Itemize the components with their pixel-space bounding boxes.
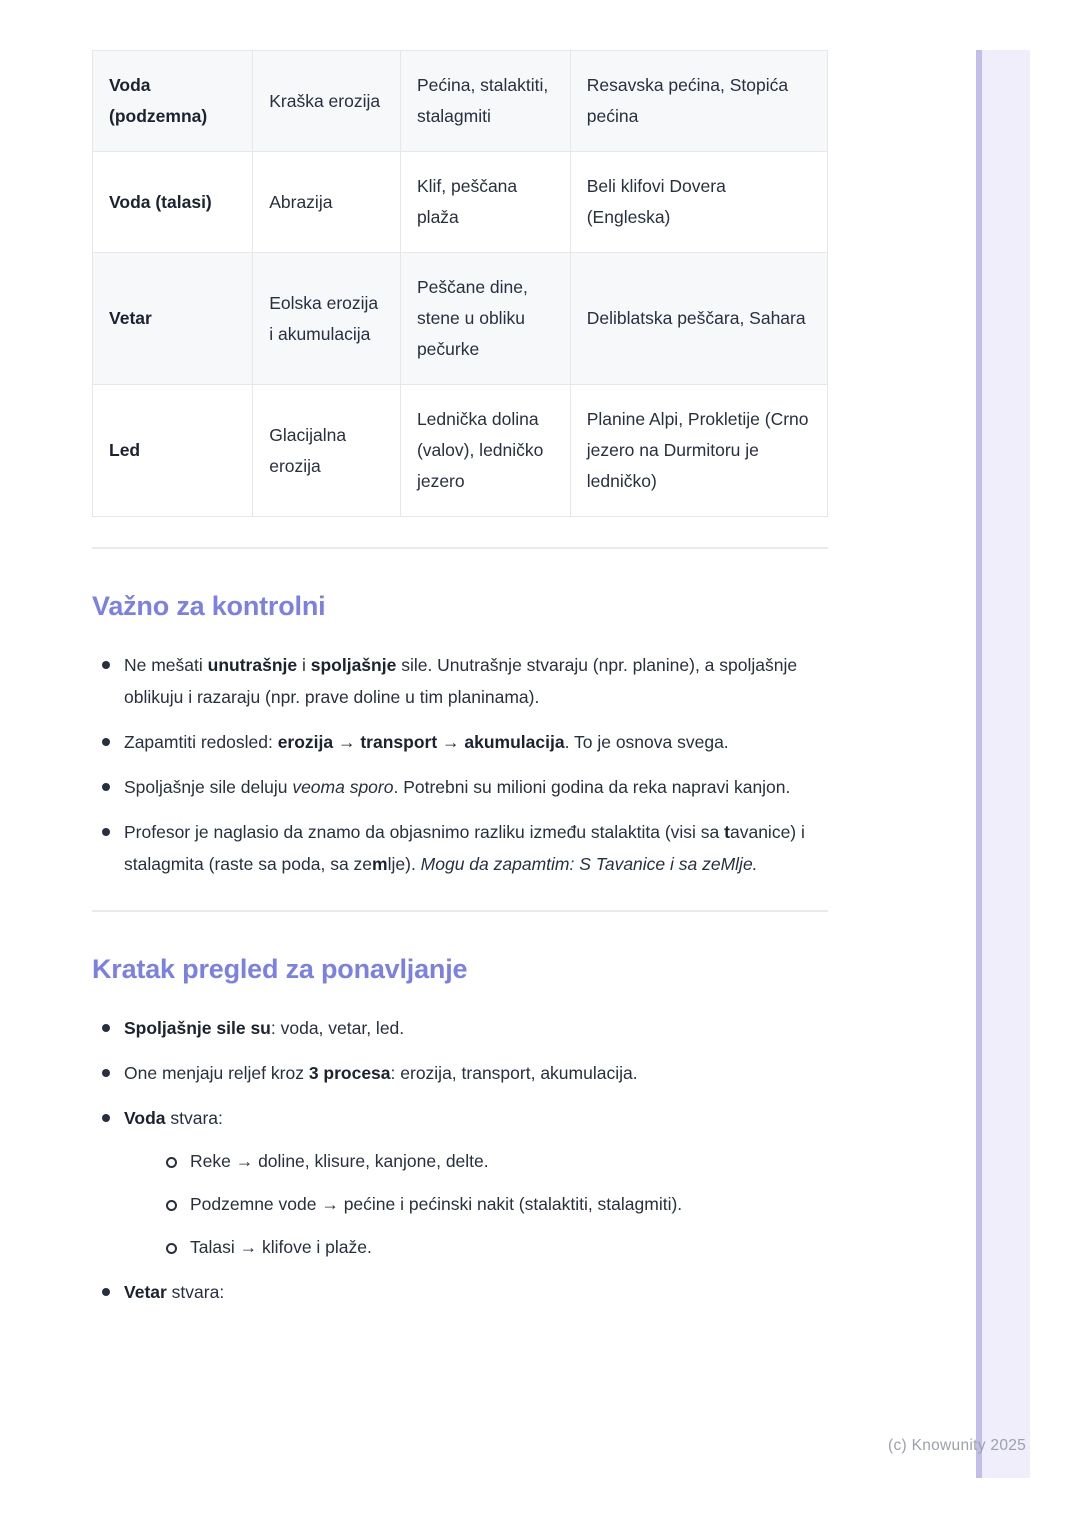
table-cell: Pećina, stalaktiti, stalagmiti — [400, 51, 570, 152]
text-run: Zapamtiti redosled: — [124, 732, 278, 752]
bullet-marker-icon — [102, 783, 110, 791]
text-run: Profesor je naglasio da znamo da objasnimo razliku između stalaktita (visi sa — [124, 822, 725, 842]
text-run: Ne mešati — [124, 655, 208, 675]
text-run: . To je osnova svega. — [564, 732, 729, 752]
scrollbar-track[interactable] — [982, 50, 1030, 1478]
text-run: Talasi → klifove i plaže. — [190, 1237, 372, 1257]
text-run: Mogu da zapamtim: S Tavanice i sa zeMlje. — [420, 854, 758, 874]
text-run: Vetar — [124, 1282, 167, 1302]
section-title-kratak: Kratak pregled za ponavljanje — [92, 954, 468, 984]
table-cell: Deliblatska peščara, Sahara — [570, 253, 827, 385]
bullet-marker-icon — [166, 1243, 177, 1254]
bullet-marker-icon — [102, 738, 110, 746]
section-title-vazno: Važno za kontrolni — [92, 591, 326, 621]
text-run: avanice) i stalagmita (raste sa poda, sa ze — [124, 822, 805, 874]
sub-bullet-item — [158, 1145, 828, 1177]
table-row — [93, 51, 828, 152]
table-cell: Voda (talasi) — [93, 152, 253, 253]
text-run: : voda, vetar, led. — [270, 1018, 405, 1038]
table-cell: Planine Alpi, Prokletije (Crno jezero na Durmitoru je ledničko) — [570, 385, 827, 517]
text-run: veoma sporo — [292, 777, 394, 797]
bullet-item — [92, 1102, 828, 1263]
bullet-item — [92, 771, 828, 803]
text-run: t — [724, 822, 730, 842]
table-cell: Eolska erozija i akumulacija — [253, 253, 401, 385]
table-cell: Resavska pećina, Stopića pećina — [570, 51, 827, 152]
text-run: . Potrebni su milioni godina da reka napravi kanjon. — [393, 777, 791, 797]
text-run: i — [297, 655, 311, 675]
scrollbar-thumb[interactable] — [976, 50, 982, 1478]
bullet-item — [92, 649, 828, 713]
text-run: spoljašnje — [310, 655, 397, 675]
text-run: One menjaju reljef kroz — [124, 1063, 309, 1083]
text-run: Podzemne vode → pećine i pećinski nakit (stalaktiti, stalagmiti). — [190, 1194, 683, 1214]
text-run: unutrašnje — [207, 655, 298, 675]
table-row — [93, 152, 828, 253]
text-run: stvara: — [166, 1282, 225, 1302]
table-cell: Abrazija — [253, 152, 401, 253]
text-run: Reke → doline, klisure, kanjone, delte. — [190, 1151, 489, 1171]
table-row — [93, 253, 828, 385]
bullet-marker-icon — [102, 1069, 110, 1077]
section-divider — [92, 910, 828, 912]
text-run: erozija → transport → akumulacija — [277, 732, 565, 752]
text-run: Spoljašnje sile deluju — [124, 777, 293, 797]
sub-bullet-item — [158, 1188, 828, 1220]
footer-copyright: (c) Knowunity 2025 — [888, 1437, 1027, 1454]
bullet-item — [92, 1012, 828, 1044]
text-run: : erozija, transport, akumulacija. — [390, 1063, 638, 1083]
table-cell: Vetar — [93, 253, 253, 385]
landforms-table — [92, 50, 828, 517]
table-cell: Led — [93, 385, 253, 517]
bullet-item — [92, 816, 828, 880]
landforms-table-body — [93, 51, 828, 517]
text-run: m — [372, 854, 388, 874]
bullet-marker-icon — [102, 828, 110, 836]
table-cell: Peščane dine, stene u obliku pečurke — [400, 253, 570, 385]
table-cell: Klif, peščana plaža — [400, 152, 570, 253]
bullet-item — [92, 1057, 828, 1089]
text-run: Voda — [124, 1108, 166, 1128]
sub-bullet-list — [124, 1145, 828, 1263]
bullet-item — [92, 726, 828, 758]
table-cell: Lednička dolina (valov), ledničko jezero — [400, 385, 570, 517]
table-cell: Beli klifovi Dovera (Engleska) — [570, 152, 827, 253]
section-divider — [92, 547, 828, 549]
document-content — [92, 50, 828, 1321]
table-cell: Voda (podzemna) — [93, 51, 253, 152]
table-cell: Glacijalna erozija — [253, 385, 401, 517]
bullet-marker-icon — [166, 1200, 177, 1211]
table-cell: Kraška erozija — [253, 51, 401, 152]
bullet-marker-icon — [102, 661, 110, 669]
text-run: lje). — [387, 854, 421, 874]
kratak-bullet-list — [92, 1012, 828, 1308]
table-row — [93, 385, 828, 517]
vazno-bullet-list — [92, 649, 828, 880]
bullet-marker-icon — [102, 1114, 110, 1122]
bullet-marker-icon — [102, 1024, 110, 1032]
bullet-marker-icon — [166, 1157, 177, 1168]
bullet-item — [92, 1276, 828, 1308]
text-run: stvara: — [165, 1108, 223, 1128]
sub-bullet-item — [158, 1231, 828, 1263]
bullet-marker-icon — [102, 1288, 110, 1296]
text-run: Spoljašnje sile su — [124, 1018, 271, 1038]
text-run: 3 procesa — [308, 1063, 391, 1083]
text-run: sile. Unutrašnje stvaraju (npr. planine), a spoljašnje oblikuju i razaraju (npr. prave doline u tim planinama). — [124, 655, 798, 707]
